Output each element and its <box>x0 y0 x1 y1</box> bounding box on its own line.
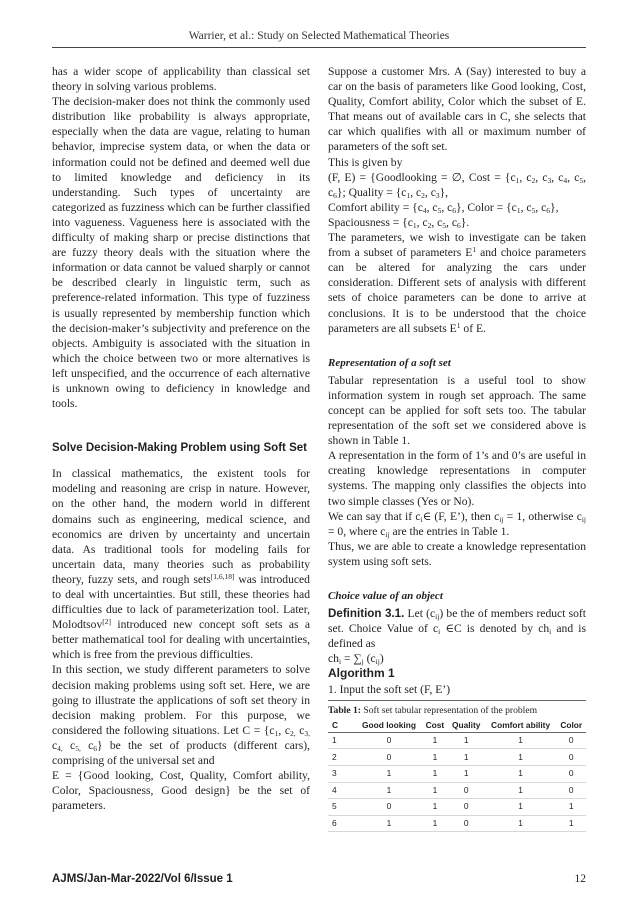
subsection-heading: Representation of a soft set <box>328 356 451 369</box>
definition: Definition 3.1. Let $(c_{ij})$ be the of members reduct soft set. Choice Value of $c_i$ ∈C is denoted by $ch_i$ and is defined as <box>328 607 586 651</box>
table-cell: 1 <box>463 768 469 779</box>
table-row <box>328 749 586 766</box>
table-cell: 0 <box>386 801 392 812</box>
table-header-cell: Color <box>557 719 587 733</box>
table-cell: 1 <box>568 801 574 812</box>
soft-set-definition: (F, E) = {Goodlooking = ∅, Cost = {$c_1$, $c_2$, $c_3$, $c_4$, $c_5$, $c_6$}; Quality = {$c_1$, $c_2$, $c_3$}, Comfort ability = {$c_4$, $c_5$, $c_6$}, Color = {$c_1$, $c_5$, $c_6$}, Spaciousness = {$c_1$, $c_2$, $c_5$, $c_6$}. <box>328 170 587 230</box>
table-header-cell: Comfort ability <box>485 719 557 733</box>
table-cell: 1 <box>386 768 392 779</box>
table-row <box>328 782 586 799</box>
citation: [2] <box>102 617 111 627</box>
paragraph: In this section, we study different parameters to solve decision making problems using soft set. Here, we are going to illustrate the applications of soft set theory in decision making problem. For this purpose, we considered the following situations. Let $C = \{c_1$, $c_{2,}$ $c_{3,}$ $c_{4,}$ $c_{5,}$ $c_6$} be the set of products (different cars), comprising of the universal set and <box>52 663 310 768</box>
algorithm-heading: Algorithm 1 <box>328 666 395 681</box>
page-number: 12 <box>574 873 586 885</box>
page-footer <box>52 873 586 885</box>
table-cell: 0 <box>463 817 469 828</box>
paragraph: The decision-maker does not think the commonly used distribution like probability is always appropriate, especially when the data are vague, relating to human behavior, imprecise system data, or when the data or information could not be defined and deemed well due to limited knowledge and deficiency in its understanding. Such types of uncertainty are categorized as fuzziness which can be further classified into vagueness. Vagueness here is associated with the difficulty of making sharp or precise distinctions that are fuzzy theory deals with the situation where the information or data cannot be valued sharply or cannot be described clearly in linguistic term, such as preference-related information. This type of fuzziness is usually represented by membership function which the decision-maker’s subjectivity and preference on the objects. Ambiguity is associated with the situation in which the choice between two or more alternatives is left unspecified, and the occurrence of each alternative is unknown owing to deficiency in knowledge and tools. <box>52 95 310 411</box>
table-cell: 3 <box>332 768 337 779</box>
table-cell: 1 <box>568 817 574 828</box>
table-cell: 1 <box>432 801 438 812</box>
table-cell: 5 <box>332 801 337 812</box>
table-cell: 1 <box>518 817 523 828</box>
table-cell: 1 <box>432 817 438 828</box>
table-cell: 1 <box>518 768 523 779</box>
table-cell: 0 <box>386 751 392 762</box>
table-cell: 0 <box>568 768 574 779</box>
paragraph: In classical mathematics, the existent tools for modeling and reasoning are crisp in nature. However, on the other hand, the modern world in different domains such as engineering, medical science, and economics are driven by uncertainty and uncertain data. As traditional tools for modeling fails for uncertain data, many theories such as probability theory, fuzzy sets, and rough sets[1,6,18] was introduced to deal with uncertainties. But still, these theories had difficulties due to lack of parameterization tool. Later, Molodtsov[2] introduced new concept soft sets as a better mathematical tool for dealing with uncertainties, which is free from the previous difficulties. <box>52 467 310 662</box>
table-cell: 0 <box>463 784 469 795</box>
table-cell: 1 <box>432 784 438 795</box>
table-row <box>328 765 586 782</box>
table-cell: 1 <box>386 784 392 795</box>
table-cell: 2 <box>332 751 337 762</box>
paragraph: We can say that if $c_i\in$ (F, E’), then $c_{ij} = 1$, otherwise $c_{ij} = 0$, where $c_{ij}$ are the entries in Table 1. <box>328 509 587 539</box>
journal-citation: AJMS/Jan-Mar-2022/Vol 6/Issue 1 <box>52 873 233 885</box>
table-cell: 1 <box>432 751 438 762</box>
table-cell: 1 <box>463 735 469 745</box>
table-cell: 1 <box>432 768 438 779</box>
citation: [1,6,18] <box>210 571 235 581</box>
paragraph: This is given by <box>328 155 403 169</box>
table-cell: 1 <box>518 784 523 795</box>
paragraph: A representation in the form of 1’s and 0’s are useful in creating knowledge representations in computer systems. The mapping only classifies the objects into two simple classes (Yes or No). <box>328 449 586 508</box>
table-cell: 0 <box>463 801 469 812</box>
algorithm-step: 1. Input the soft set (F, E’) <box>328 682 451 696</box>
table-header-cell: C <box>328 719 356 733</box>
paragraph: E = {Good looking, Cost, Quality, Comfort ability, Color, Spaciousness, Good design} be the set of parameters. <box>52 769 310 813</box>
running-header: Warrier, et al.: Study on Selected Mathematical Theories <box>188 30 450 42</box>
table-cell: 0 <box>568 784 574 795</box>
table-cell: 1 <box>518 751 523 762</box>
table-cell: 1 <box>518 801 523 812</box>
section-heading: Solve Decision-Making Problem using Soft Set <box>52 442 307 455</box>
header-rule <box>52 47 586 48</box>
table-row <box>328 799 586 816</box>
choice-value-formula: $ch_i = \sum_j$ $(c_{ij})$ <box>328 652 384 667</box>
table-cell: 0 <box>568 751 574 762</box>
paragraph: Tabular representation is a useful tool to show information system in rough set approach. The same concept can be applied for soft sets too. The tabular representation of the soft set we considered above is shown in Table 1. <box>328 373 586 448</box>
paragraph: Thus, we are able to create a knowledge representation system using soft sets. <box>328 539 586 568</box>
table-header-cell: Cost <box>422 719 448 733</box>
table-row <box>328 815 586 832</box>
table-row <box>328 732 586 749</box>
table-cell: 1 <box>518 735 523 745</box>
subsection-heading: Choice value of an object <box>328 590 443 602</box>
paragraph: has a wider scope of applicability than classical set theory in solving various problems. <box>52 65 310 94</box>
table-cell: 0 <box>568 735 574 745</box>
paragraph: The parameters, we wish to investigate can be taken from a subset of parameters $E^1$ and choice parameters can be altered for analyzing the cars under consideration. Different sets of analysis with different sets of choice parameters can be done to arrive at conclusions. It is to be understood that the choice parameters are all subsets $E^1$ of E. <box>328 231 586 335</box>
table-cell: 1 <box>432 735 438 745</box>
table-header-cell: Good looking <box>356 719 422 733</box>
table-cell: 1 <box>463 751 469 762</box>
table-cell: 6 <box>332 817 337 828</box>
table-cell: 1 <box>386 817 392 828</box>
table-cell: 1 <box>332 735 337 745</box>
table-cell: 4 <box>332 784 337 795</box>
left-column <box>52 64 310 813</box>
right-column <box>328 64 586 832</box>
table-cell: 0 <box>386 735 392 745</box>
table-header-cell: Quality <box>448 719 485 733</box>
paragraph: Suppose a customer Mrs. A (Say) interested to buy a car on the basis of parameters like Good looking, Cost, Quality, Comfort ability, Color which the subset of E. That means out of available cars in C, she selects that car which qualifies with all or maximum number of parameters of the soft set. <box>328 65 586 154</box>
table-caption: Table 1: Soft set tabular representation of the problem <box>328 700 586 718</box>
soft-set-table <box>328 719 586 833</box>
